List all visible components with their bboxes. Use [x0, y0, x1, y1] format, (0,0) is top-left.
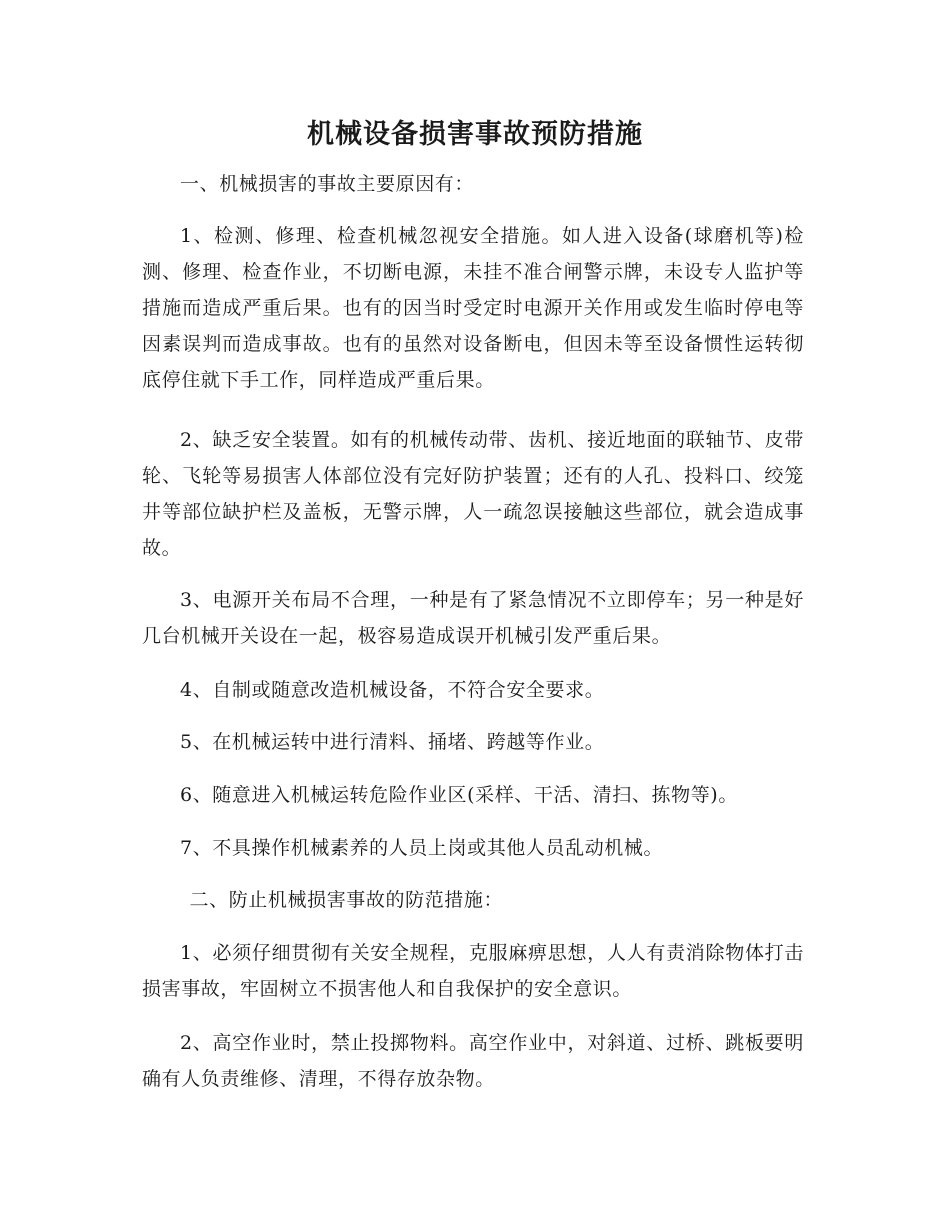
cause-item-5: 5、在机械运转中进行清料、捅堵、跨越等作业。: [180, 731, 605, 753]
measure-item-1: 1、必须仔细贯彻有关安全规程，克服麻痹思想，人人有责消除物体打击损害事故，牢固树立不损害他人和自我保护的安全意识。: [142, 942, 804, 1000]
cause-item-6: 6、随意进入机械运转危险作业区(采样、干活、清扫、拣物等)。: [180, 784, 738, 806]
cause-item-1: 1、检测、修理、检查机械忽视安全措施。如人进入设备(球磨机等)检测、修理、检查作业，不切断电源，未挂不准合闸警示牌，未设专人监护等措施而造成严重后果。也有的因当时受定时电源开关作用或发生临时停电等因素误判而造成事故。也有的虽然对设备断电，但因未等至设备惯性运转彻底停住就下手工作，同样造成严重后果。: [142, 225, 804, 391]
cause-item-4: 4、自制或随意改造机械设备，不符合安全要求。: [180, 679, 605, 701]
cause-item-7: 7、不具操作机械素养的人员上岗或其他人员乱动机械。: [180, 837, 664, 859]
measure-item-2: 2、高空作业时，禁止投掷物料。高空作业中，对斜道、过桥、跳板要明确有人负责维修、清理，不得存放杂物。: [142, 1032, 804, 1090]
cause-item-2: 2、缺乏安全装置。如有的机械传动带、齿机、接近地面的联轴节、皮带轮、飞轮等易损害人体部位没有完好防护装置；还有的人孔、投料口、绞笼井等部位缺护栏及盖板，无警示牌，人一疏忽误接触这些部位，就会造成事故。: [142, 429, 804, 559]
section2-heading: 二、防止机械损害事故的防范措施：: [189, 889, 504, 911]
cause-item-3: 3、电源开关布局不合理，一种是有了紧急情况不立即停车；另一种是好几台机械开关设在一起，极容易造成误开机械引发严重后果。: [142, 589, 804, 647]
document-title: 机械设备损害事故预防措施: [307, 119, 643, 150]
section1-heading: 一、机械损害的事故主要原因有：: [180, 173, 475, 195]
